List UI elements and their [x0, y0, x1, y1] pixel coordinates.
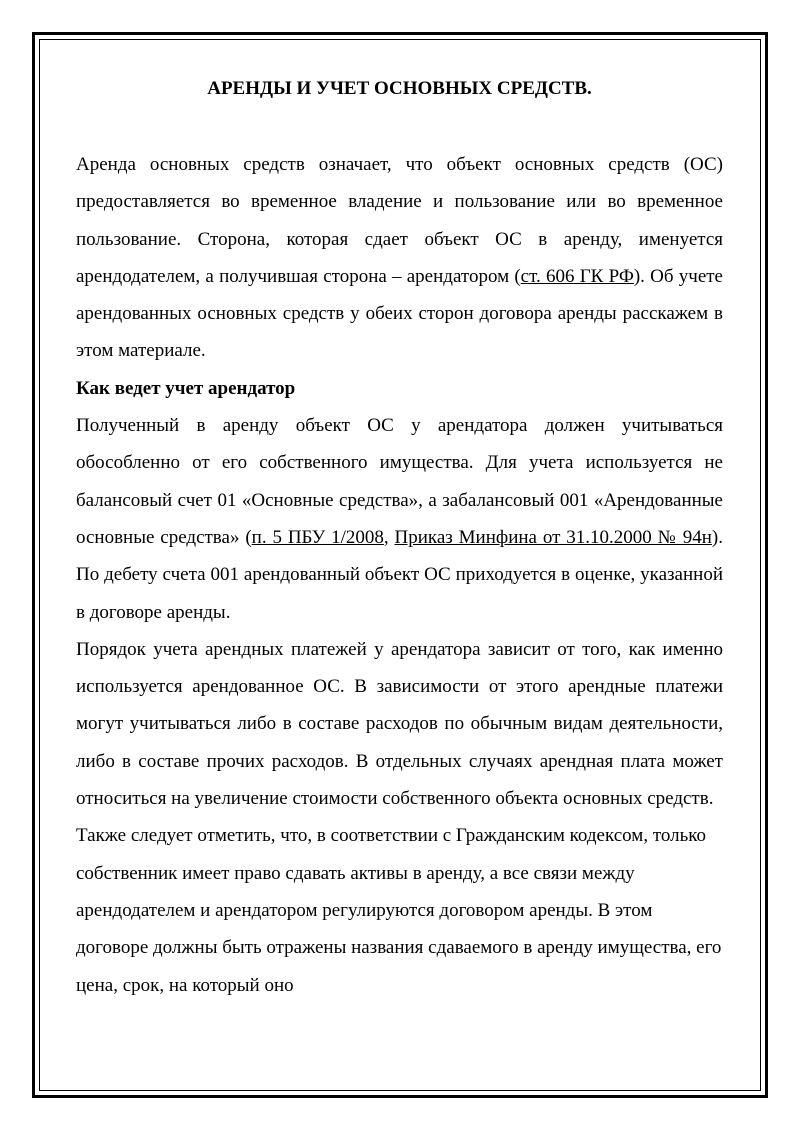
intro-text-end: ). Об учете арендованных основных средств у обеих сторон договора аренды расскажем в этом материале.: [76, 265, 723, 362]
paragraph-1-text-start: Полученный в аренду объект ОС у арендатора должен учитываться обособленно от его собственного имущества. Для учета используется не балансовый счет 01 «Основные средства», а забалансовый 001 «Арендованные основные средства» (: [76, 415, 723, 548]
document-body: [76, 74, 723, 1004]
civil-code-link[interactable]: ст. 606 ГК РФ: [520, 265, 634, 287]
section-heading: Как ведет учет арендатор: [76, 377, 296, 399]
document-title: АРЕНДЫ И УЧЕТ ОСНОВНЫХ СРЕДСТВ.: [207, 78, 592, 99]
minfin-order-link[interactable]: Приказ Минфина от 31.10.2000 № 94н: [394, 526, 712, 548]
intro-paragraph: [76, 146, 723, 370]
paragraph-2: Порядок учета арендных платежей у арендатора зависит от того, как именно используется арендованное ОС. В зависимости от этого арендные платежи могут учитываться либо в составе расходов по обычным видам деятельности, либо в составе прочих расходов. В отдельных случаях арендная плата может относиться на увеличение стоимости собственного объекта основных средств.: [76, 638, 723, 810]
paragraph-1-text-end: ). По дебету счета 001 арендованный объект ОС приходуется в оценке, указанной в договоре аренды.: [76, 526, 723, 623]
paragraph-1: [76, 407, 723, 631]
pbu-link[interactable]: п. 5 ПБУ 1/2008: [251, 526, 384, 548]
paragraph-3: Также следует отметить, что, в соответствии с Гражданским кодексом, только собственник имеет право сдавать активы в аренду, а все связи между арендодателем и арендатором регулируются договором аренды. В этом договоре должны быть отражены названия сдаваемого в аренду имущества, его цена, срок, на который оно: [76, 825, 722, 996]
intro-text-start: Аренда основных средств означает, что объект основных средств (ОС) предоставляется во временное владение и пользование или во временное пользование. Сторона, которая сдает объект ОС в аренду, именуется арендодателем, а получившая сторона – арендатором (: [76, 154, 723, 287]
link-separator: ,: [383, 526, 395, 548]
